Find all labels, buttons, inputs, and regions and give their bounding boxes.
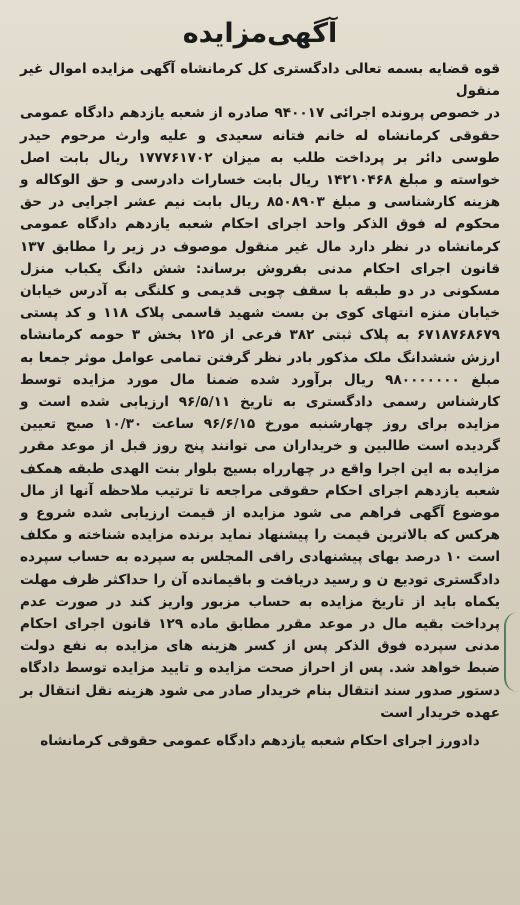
notice-paragraph: در خصوص پرونده اجرائی ۹۴۰۰۱۷ صادره از شعبه یازدهم دادگاه عمومی حقوقی کرمانشاه له خانم فتانه سعیدی و علیه وارث مرحوم حیدر طوسی دائر بر پرداخت طلب به میزان ۱۷۷۷۶۱۷۰۲ ریال بابت اصل خواسته و مبلغ ۱۴۲۱۰۴۶۸ ریال بابت خسارات دادرسی و حق الوکاله و هزینه کارشناسی و مبلغ ۸۵۰۸۹۰۳ ریال بابت نیم عشر اجرایی در حق محکوم له فوق الذکر واحد اجرای احکام شعبه یازدهم دادگاه عمومی کرمانشاه در نظر دارد مال غیر منقول موصوف در زیر را مطابق ۱۳۷ قانون اجرای احکام مدنی بفروش برساند: شش دانگ یکباب منزل مسکونی در دو طبقه با سقف چوبی قدیمی و کلنگی به آدرس خیابان خیابان منزه انتهای کوی بن بست شهید قاسمی پلاک ۱۱۸ و کد پستی ۶۷۱۸۷۶۸۶۷۹ به پلاک ثبتی ۳۸۲ فرعی از ۱۲۵ بخش ۳ حومه کرمانشاه ارزش ششدانگ ملک مذکور بادر نظر گرفتن تمامی عوامل موثر جمعا به مبلغ ۹۸۰۰۰۰۰۰۰ ریال برآورد شده ضمنا مال مورد مزایده توسط کارشناس رسمی دادگستری به تاریخ ۹۶/۵/۱۱ ارزیابی شده است و مزایده برای روز چهارشنبه مورخ ۹۶/۶/۱۵ ساعت ۱۰/۳۰ صبح تعیین گردیده است طالبین و خریداران می توانند پنج روز قبل از موعد مقرر مزایده به این اجرا واقع در چهارراه بسیج بلوار بنت الهدی طبقه همکف شعبه یازدهم اجرای احکام حقوقی مراجعه تا ترتیب ملاحظه آنها از مال موضوع آگهی فراهم می شود مزایده از قیمت ارزیابی شده شروع و هرکس که بالاترین قیمت را پیشنهاد نماید برنده مزایده شناخته و مکلف است ۱۰ درصد بهای پیشنهادی رافی المجلس به سپرده به حساب سپرده دادگستری تودیع ن و رسید دریافت و باقیمانده آن را حداکثر ظرف مهلت یکماه باید از تاریخ مزایده به حساب مزبور واریز کند در صورت عدم پرداخت بقیه مال در موعد مقرر مطابق ماده ۱۲۹ قانون اجرای احکام مدنی سپرده فوق الذکر پس از کسر هزینه های مزایده به نفع دولت ضبط خواهد شد. پس از احراز صحت مزایده و تایید مزایده توسط دادگاه دستور صدور سند انتقال بنام خریدار صادر می شود هزینه نقل انتقال بر عهده خریدار است [20,105,501,721]
stamp-ink-mark [504,612,520,692]
notice-signature: دادورز اجرای احکام شعبه یازدهم دادگاه عمومی حقوقی کرمانشاه [40,733,480,750]
notice-lead: قوه قضایه بسمه تعالی دادگستری کل کرمانشاه آگهی مزایده اموال غیر منقول [20,61,500,100]
notice-body [20,58,500,724]
notice-title: آگهی‌مزایده [182,18,338,49]
